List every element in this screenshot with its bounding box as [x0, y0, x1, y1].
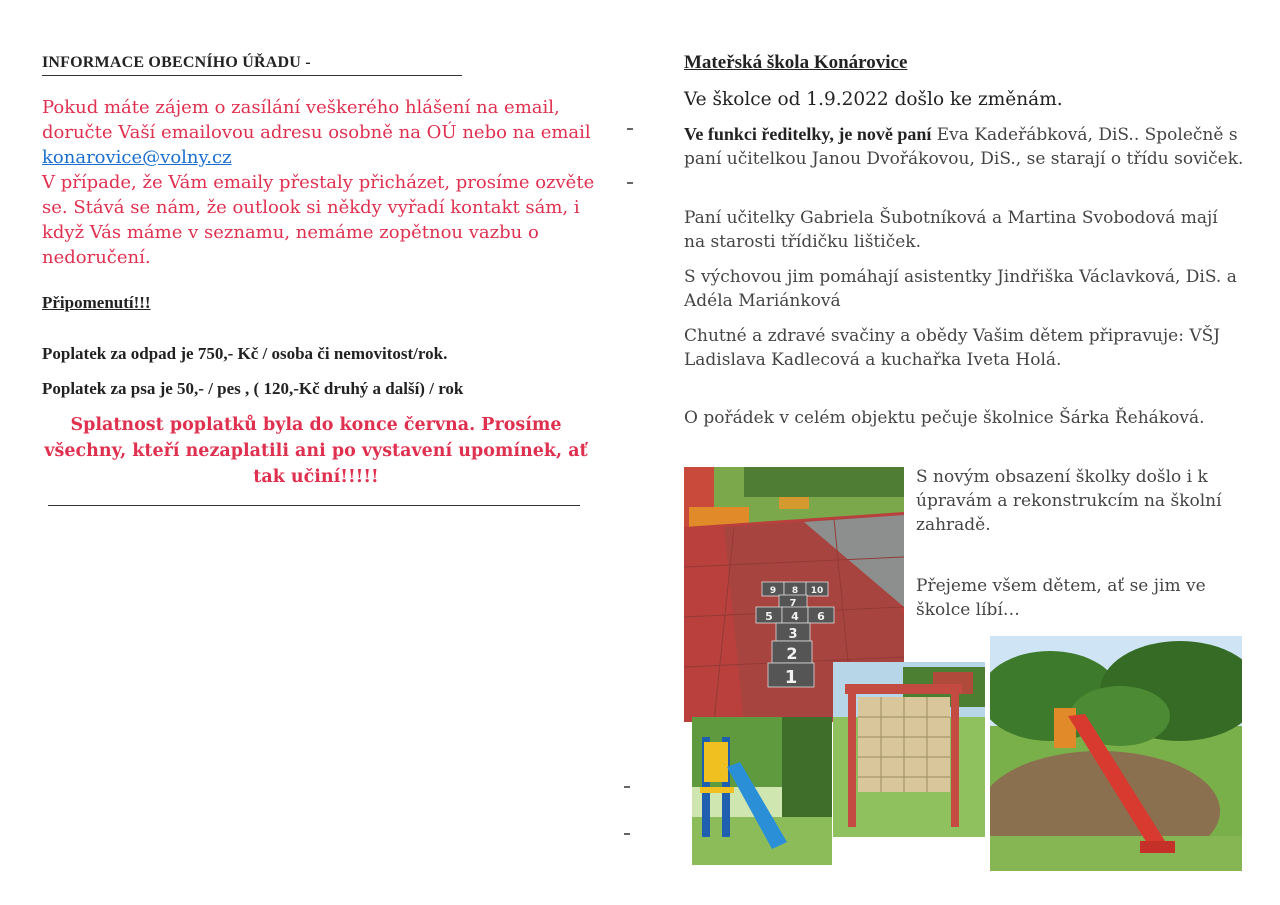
hopscotch-number-3: 3 [788, 627, 798, 642]
payment-deadline-notice: Splatnost poplatků byla do konce června. Prosíme všechny, kteří nezaplatili ani po vystavení upomínek, ať tak učiní!!!!! [44, 415, 588, 487]
kindergarten-title: Mateřská škola Konárovice [684, 52, 908, 73]
changes-intro: Ve školce od 1.9.2022 došlo ke změnám. [684, 89, 1063, 110]
director-paragraph [684, 122, 1244, 171]
hopscotch-number-8: 8 [791, 586, 799, 596]
hopscotch-number-1: 1 [784, 667, 798, 688]
hopscotch-number-4: 4 [791, 610, 799, 623]
scan-speck [627, 128, 633, 130]
hopscotch-number-2: 2 [786, 644, 798, 663]
play-panel-photo [833, 662, 985, 837]
hopscotch-number-9: 9 [769, 586, 777, 596]
hopscotch-number-6: 6 [817, 610, 825, 623]
scan-speck [624, 833, 630, 835]
hopscotch-number-7: 7 [789, 598, 797, 609]
caretaker-paragraph: O pořádek v celém objektu pečuje školnice Šárka Řeháková. [684, 408, 1205, 428]
hill-slide-photo [990, 636, 1242, 871]
wish-paragraph: Přejeme všem dětem, ať se jim ve školce líbí… [916, 576, 1206, 620]
reminder-heading: Připomenutí!!! [42, 293, 151, 312]
email-subscription-paragraph [42, 95, 602, 170]
garden-paragraph: S novým obsazení školky došlo i k úpravám a rekonstrukcím na školní zahradě. [916, 467, 1222, 535]
hopscotch-number-10: 10 [810, 586, 824, 596]
director-lead: Ve funkci ředitelky, je nově paní [684, 124, 932, 144]
waste-fee-text: Poplatek za odpad je 750,- Kč / osoba či nemovitost/rok. [42, 344, 448, 363]
teachers-paragraph: Paní učitelky Gabriela Šubotníková a Martina Svobodová mají na starosti třídičku lištiček. [684, 208, 1218, 252]
office-email-link[interactable]: konarovice@volny.cz [42, 147, 232, 168]
assistants-paragraph: S výchovou jim pomáhají asistentky Jindřiška Václavková, DiS. a Adéla Mariánková [684, 267, 1237, 311]
section-divider [48, 505, 580, 506]
scan-speck [624, 786, 630, 788]
dog-fee-text: Poplatek za psa je 50,- / pes , ( 120,-Kč druhý a další) / rok [42, 379, 464, 398]
municipal-office-heading: INFORMACE OBECNÍHO ÚŘADU - [42, 54, 311, 71]
email-problem-paragraph: V případe, že Vám emaily přestaly přicházet, prosíme ozvěte se. Stává se nám, že outlook si někdy vyřadí kontakt sám, i když Vás máme v seznamu, nemáme zopětnou vazbu o nedoručení. [42, 172, 595, 268]
meals-paragraph: Chutné a zdravé svačiny a obědy Vašim dětem připravuje: VŠJ Ladislava Kadlecová a kuchařka Iveta Holá. [684, 326, 1221, 370]
email-subscription-text: Pokud máte zájem o zasílání veškerého hlášení na email, doručte Vaší emailovou adresu osobně na OÚ nebo na email [42, 97, 591, 143]
director-details: Eva Kadeřábková, DiS.. Společně s paní učitelkou Janou Dvořákovou, DiS., se starají o třídu soviček. [684, 125, 1244, 169]
small-slide-photo [692, 717, 832, 865]
scan-speck [627, 182, 633, 184]
heading-underline [42, 75, 462, 76]
hopscotch-number-5: 5 [765, 610, 773, 623]
